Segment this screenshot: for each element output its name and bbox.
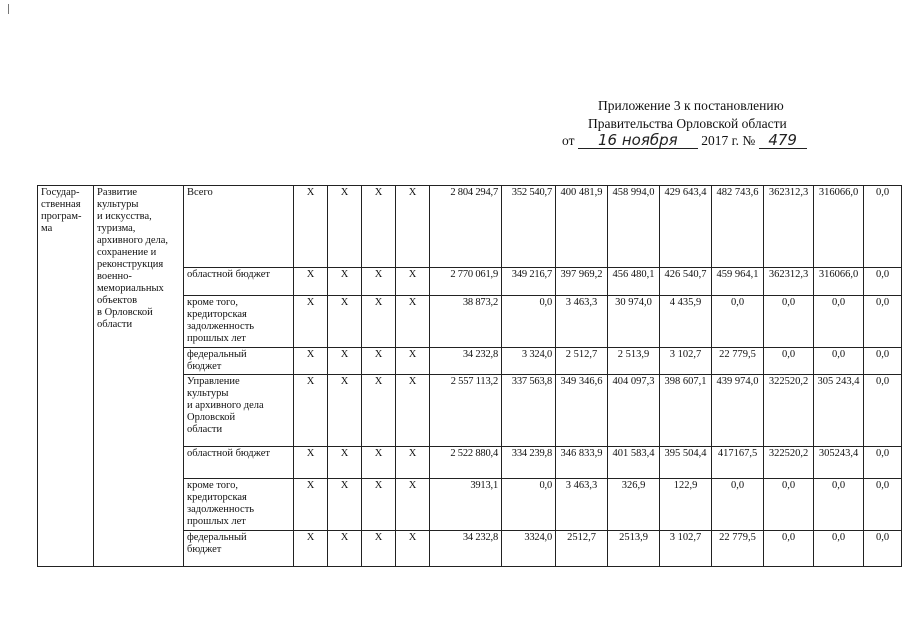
- value-cell: 2 522 880,4: [430, 447, 502, 479]
- row-label: кроме того, кредиторская задолженность прошлых лет: [184, 479, 294, 531]
- value-cell: 3 324,0: [502, 348, 556, 375]
- value-cell: 0,0: [864, 186, 902, 268]
- row-label: кроме того, кредиторская задолженность прошлых лет: [184, 296, 294, 348]
- value-cell: 459 964,1: [712, 268, 764, 296]
- row-label: Всего: [184, 186, 294, 268]
- value-cell: 0,0: [864, 296, 902, 348]
- value-cell: 337 563,8: [502, 375, 556, 447]
- budget-table: [37, 185, 902, 567]
- value-cell: 34 232,8: [430, 348, 502, 375]
- value-cell: 3 102,7: [660, 348, 712, 375]
- value-cell: 30 974,0: [608, 296, 660, 348]
- value-cell: 362312,3: [764, 268, 814, 296]
- code-x-cell: X: [328, 348, 362, 375]
- code-x-cell: X: [362, 447, 396, 479]
- code-x-cell: X: [328, 268, 362, 296]
- code-x-cell: X: [362, 531, 396, 567]
- value-cell: 482 743,6: [712, 186, 764, 268]
- value-cell: 2 513,9: [608, 348, 660, 375]
- code-x-cell: X: [294, 479, 328, 531]
- value-cell: 0,0: [764, 296, 814, 348]
- program-name-cell: Развитие культуры и искусства, туризма, архивного дела, сохранение и реконструкция военно- мемориальных объектов в Орловской области: [94, 186, 184, 567]
- value-cell: 2 804 294,7: [430, 186, 502, 268]
- appendix-date-line: [562, 132, 807, 149]
- handwritten-number: 479: [759, 132, 807, 149]
- value-cell: 429 643,4: [660, 186, 712, 268]
- value-cell: 0,0: [764, 348, 814, 375]
- value-cell: 0,0: [814, 348, 864, 375]
- scan-corner-mark: [8, 4, 12, 14]
- row-label: областной бюджет: [184, 447, 294, 479]
- code-x-cell: X: [328, 479, 362, 531]
- value-cell: 3324,0: [502, 531, 556, 567]
- value-cell: 316066,0: [814, 268, 864, 296]
- value-cell: 395 504,4: [660, 447, 712, 479]
- value-cell: 400 481,9: [556, 186, 608, 268]
- code-x-cell: X: [294, 348, 328, 375]
- value-cell: 122,9: [660, 479, 712, 531]
- value-cell: 0,0: [864, 531, 902, 567]
- value-cell: 346 833,9: [556, 447, 608, 479]
- value-cell: 305243,4: [814, 447, 864, 479]
- value-cell: 0,0: [764, 479, 814, 531]
- value-cell: 326,9: [608, 479, 660, 531]
- value-cell: 316066,0: [814, 186, 864, 268]
- value-cell: 439 974,0: [712, 375, 764, 447]
- row-label: федеральный бюджет: [184, 348, 294, 375]
- code-x-cell: X: [294, 186, 328, 268]
- row-label: областной бюджет: [184, 268, 294, 296]
- value-cell: 334 239,8: [502, 447, 556, 479]
- value-cell: 456 480,1: [608, 268, 660, 296]
- value-cell: 0,0: [864, 348, 902, 375]
- value-cell: 0,0: [864, 268, 902, 296]
- code-x-cell: X: [396, 531, 430, 567]
- value-cell: 22 779,5: [712, 348, 764, 375]
- year-label: 2017 г. №: [701, 133, 756, 148]
- value-cell: 2513,9: [608, 531, 660, 567]
- code-x-cell: X: [294, 531, 328, 567]
- value-cell: 3 102,7: [660, 531, 712, 567]
- value-cell: 38 873,2: [430, 296, 502, 348]
- value-cell: 426 540,7: [660, 268, 712, 296]
- code-x-cell: X: [328, 531, 362, 567]
- value-cell: 349 216,7: [502, 268, 556, 296]
- code-x-cell: X: [328, 296, 362, 348]
- code-x-cell: X: [328, 375, 362, 447]
- value-cell: 404 097,3: [608, 375, 660, 447]
- value-cell: 0,0: [864, 447, 902, 479]
- row-label: Управление культуры и архивного дела Орловской области: [184, 375, 294, 447]
- code-x-cell: X: [362, 296, 396, 348]
- value-cell: 398 607,1: [660, 375, 712, 447]
- program-type-cell: Государ- ственная програм- ма: [38, 186, 94, 567]
- code-x-cell: X: [294, 296, 328, 348]
- code-x-cell: X: [396, 268, 430, 296]
- appendix-government: Правительства Орловской области: [588, 116, 787, 131]
- value-cell: 397 969,2: [556, 268, 608, 296]
- value-cell: 0,0: [764, 531, 814, 567]
- code-x-cell: X: [328, 186, 362, 268]
- value-cell: 0,0: [502, 296, 556, 348]
- code-x-cell: X: [396, 375, 430, 447]
- value-cell: 458 994,0: [608, 186, 660, 268]
- code-x-cell: X: [294, 375, 328, 447]
- value-cell: 322520,2: [764, 375, 814, 447]
- value-cell: 34 232,8: [430, 531, 502, 567]
- code-x-cell: X: [396, 296, 430, 348]
- value-cell: 417167,5: [712, 447, 764, 479]
- appendix-title: Приложение 3 к постановлению: [598, 98, 784, 113]
- value-cell: 322520,2: [764, 447, 814, 479]
- value-cell: 2 557 113,2: [430, 375, 502, 447]
- code-x-cell: X: [328, 447, 362, 479]
- value-cell: 401 583,4: [608, 447, 660, 479]
- value-cell: 2 770 061,9: [430, 268, 502, 296]
- code-x-cell: X: [362, 186, 396, 268]
- code-x-cell: X: [362, 375, 396, 447]
- code-x-cell: X: [396, 447, 430, 479]
- value-cell: 0,0: [502, 479, 556, 531]
- value-cell: 0,0: [814, 531, 864, 567]
- code-x-cell: X: [362, 268, 396, 296]
- value-cell: 2 512,7: [556, 348, 608, 375]
- value-cell: 0,0: [712, 296, 764, 348]
- value-cell: 0,0: [712, 479, 764, 531]
- value-cell: 349 346,6: [556, 375, 608, 447]
- value-cell: 2512,7: [556, 531, 608, 567]
- value-cell: 352 540,7: [502, 186, 556, 268]
- value-cell: 3913,1: [430, 479, 502, 531]
- value-cell: 3 463,3: [556, 479, 608, 531]
- value-cell: 3 463,3: [556, 296, 608, 348]
- code-x-cell: X: [294, 447, 328, 479]
- code-x-cell: X: [362, 348, 396, 375]
- value-cell: 4 435,9: [660, 296, 712, 348]
- code-x-cell: X: [396, 479, 430, 531]
- handwritten-date: 16 ноября: [578, 132, 698, 149]
- value-cell: 0,0: [814, 296, 864, 348]
- table-row: [38, 186, 902, 268]
- value-cell: 0,0: [864, 375, 902, 447]
- code-x-cell: X: [362, 479, 396, 531]
- row-label: федеральный бюджет: [184, 531, 294, 567]
- date-prefix: от: [562, 133, 575, 148]
- code-x-cell: X: [396, 186, 430, 268]
- value-cell: 305 243,4: [814, 375, 864, 447]
- code-x-cell: X: [294, 268, 328, 296]
- code-x-cell: X: [396, 348, 430, 375]
- value-cell: 362312,3: [764, 186, 814, 268]
- value-cell: 0,0: [864, 479, 902, 531]
- value-cell: 22 779,5: [712, 531, 764, 567]
- value-cell: 0,0: [814, 479, 864, 531]
